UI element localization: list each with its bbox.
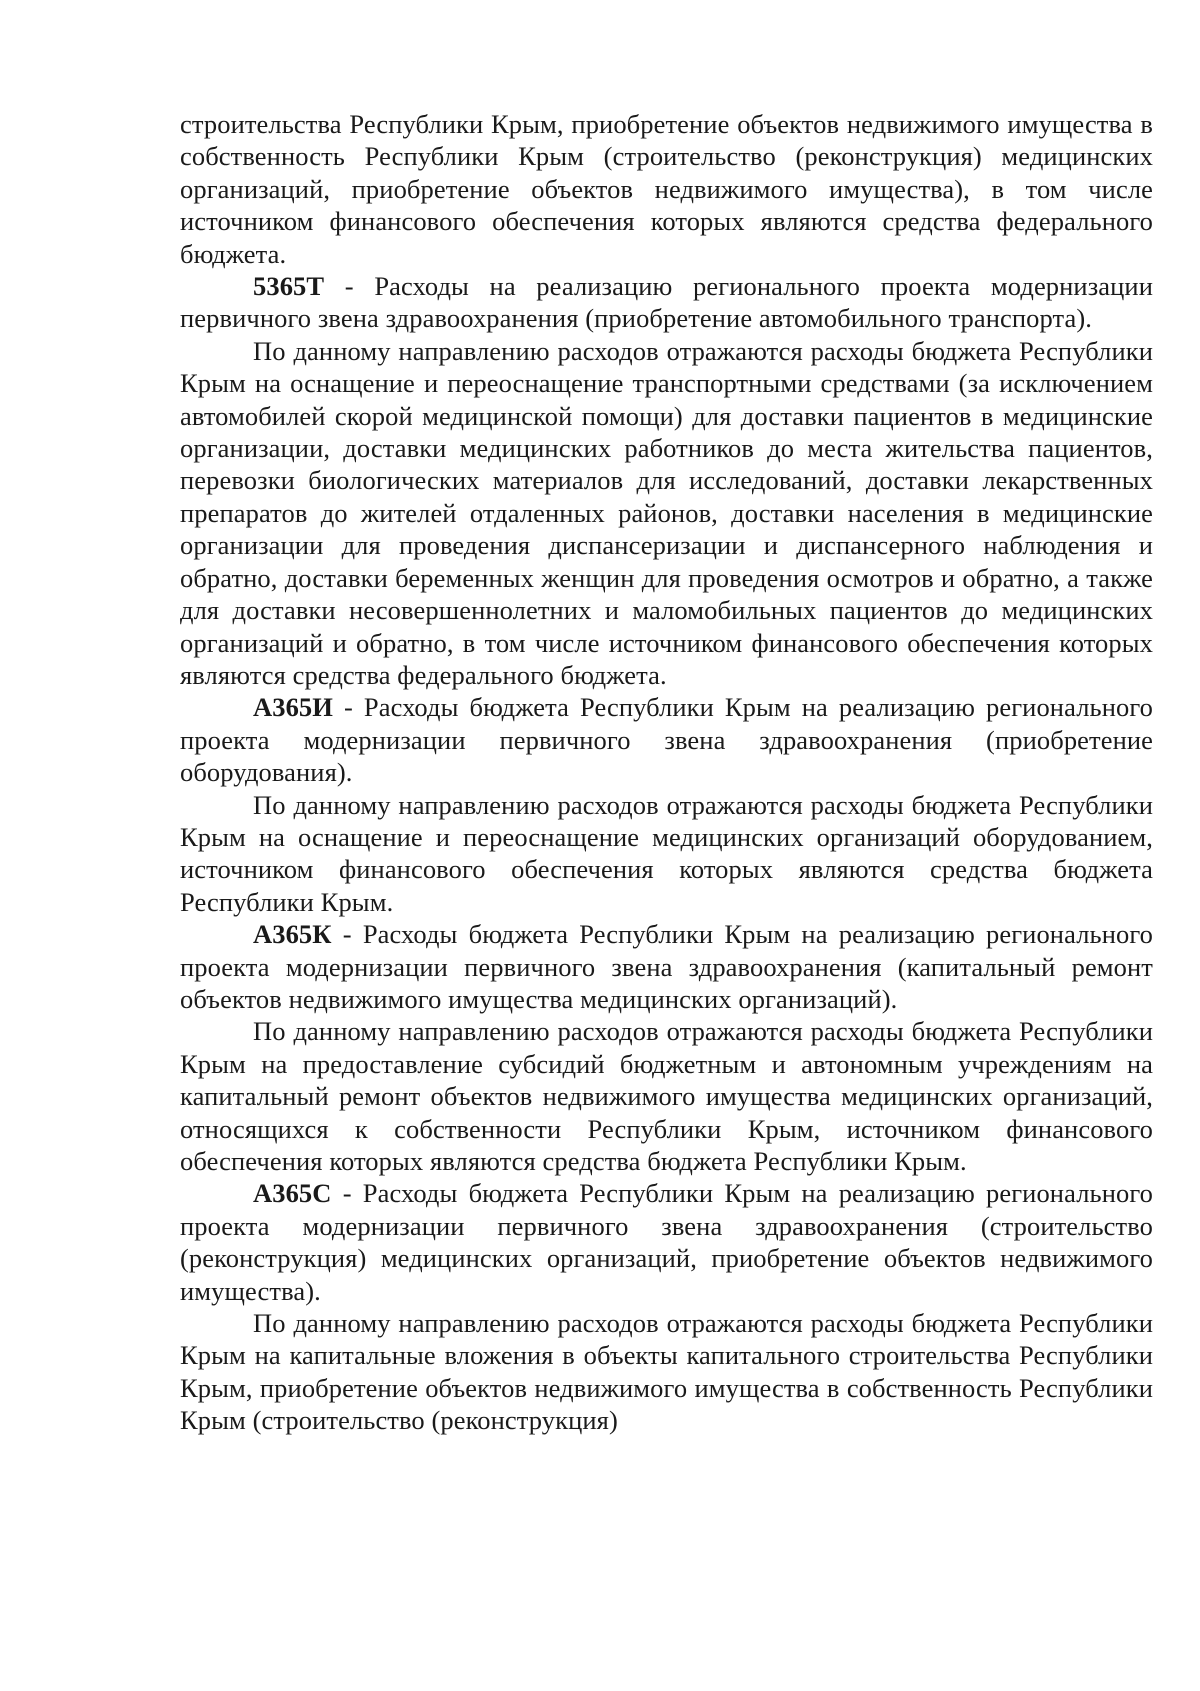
paragraph	[180, 335, 1153, 691]
paragraph-text: По данному направлению расходов отражаются расходы бюджета Республики Крым на предоставление субсидий бюджетным и автономным учреждениям на капитальный ремонт объектов недвижимого имущества медицинских организаций, относящихся к собственности Республики Крым, источником финансового обеспечения которых являются средства бюджета Республики Крым.	[180, 1016, 1153, 1176]
paragraph-text: - Расходы бюджета Республики Крым на реализацию регионального проекта модернизации первичного звена здравоохранения (приобретение оборудования).	[180, 692, 1153, 788]
document-page	[180, 108, 1153, 1437]
paragraph-text: По данному направлению расходов отражаются расходы бюджета Республики Крым на капитальные вложения в объекты капитального строительства Республики Крым, приобретение объектов недвижимого имущества в собственность Республики Крым (строительство (реконструкция)	[180, 1308, 1153, 1436]
paragraph-text: - Расходы бюджета Республики Крым на реализацию регионального проекта модернизации первичного звена здравоохранения (капитальный ремонт объектов недвижимого имущества медицинских организаций).	[180, 919, 1153, 1014]
paragraph-text: По данному направлению расходов отражаются расходы бюджета Республики Крым на оснащение и переоснащение транспортными средствами (за исключением автомобилей скорой медицинской помощи) для доставки пациентов в медицинские организации, доставки медицинских работников до места жительства пациентов, перевозки биологических материалов для исследований, доставки лекарственных препаратов до жителей отдаленных районов, доставки населения в медицинские организации для проведения диспансеризации и диспансерного наблюдения и обратно, доставки беременных женщин для проведения осмотров и обратно, а также для доставки несовершеннолетних и маломобильных пациентов до медицинских организаций и обратно, в том числе источником финансового обеспечения которых являются средства федерального бюджета.	[180, 335, 1153, 690]
expense-code: 5365T	[253, 271, 325, 302]
expense-code: А365С	[253, 1178, 332, 1209]
expense-code: А365И	[253, 692, 333, 723]
paragraph	[180, 1015, 1153, 1177]
paragraph	[180, 1177, 1153, 1307]
paragraph	[180, 1307, 1153, 1437]
paragraph	[180, 108, 1153, 270]
paragraph	[180, 918, 1153, 1015]
paragraph-text: По данному направлению расходов отражаются расходы бюджета Республики Крым на оснащение и переоснащение медицинских организаций оборудованием, источником финансового обеспечения которых являются средства бюджета Республики Крым.	[180, 789, 1153, 917]
paragraph	[180, 270, 1153, 335]
expense-code: А365К	[253, 919, 332, 950]
paragraph-text: - Расходы бюджета Республики Крым на реализацию регионального проекта модернизации первичного звена здравоохранения (строительство (реконструкция) медицинских организаций, приобретение объектов недвижимого имущества).	[180, 1178, 1153, 1306]
paragraph	[180, 789, 1153, 919]
paragraph	[180, 691, 1153, 788]
paragraph-text: - Расходы на реализацию регионального проекта модернизации первичного звена здравоохранения (приобретение автомобильного транспорта).	[180, 271, 1153, 334]
paragraph-text: строительства Республики Крым, приобретение объектов недвижимого имущества в собственность Республики Крым (строительство (реконструкция) медицинских организаций, приобретение объектов недвижимого имущества), в том числе источником финансового обеспечения которых являются средства федерального бюджета.	[180, 109, 1153, 269]
